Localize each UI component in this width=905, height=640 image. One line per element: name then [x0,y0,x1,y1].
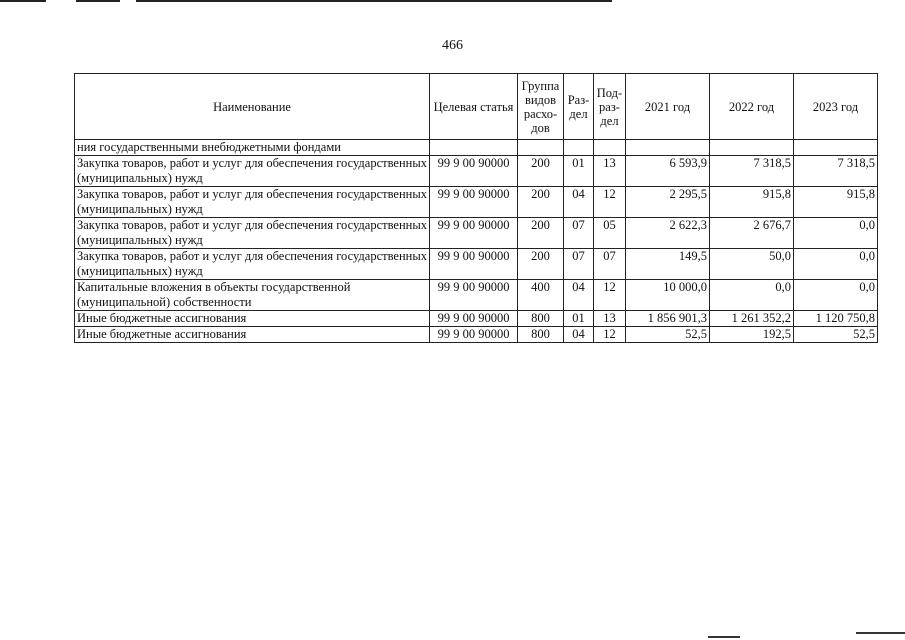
cell-subsection: 12 [594,327,626,343]
cell-name: Закупка товаров, работ и услуг для обеспечения государственных (муниципальных) нужд [75,249,430,280]
cell-2022: 2 676,7 [710,218,794,249]
scan-mark-bottom-right [856,632,905,634]
header-2021: 2021 год [626,74,710,140]
cell-2021: 1 856 901,3 [626,311,710,327]
cell-target: 99 9 00 90000 [430,280,518,311]
cell-2022: 192,5 [710,327,794,343]
cell-2023: 915,8 [794,187,878,218]
cell-name: Иные бюджетные ассигнования [75,311,430,327]
table-row [75,140,878,156]
cell-2023: 52,5 [794,327,878,343]
table-row [75,156,878,187]
cell-2021 [626,140,710,156]
header-section: Раз-дел [564,74,594,140]
cell-section: 04 [564,280,594,311]
cell-name: Капитальные вложения в объекты государственной (муниципальной) собственности [75,280,430,311]
cell-target: 99 9 00 90000 [430,249,518,280]
cell-target: 99 9 00 90000 [430,187,518,218]
header-target: Целевая статья [430,74,518,140]
cell-group: 200 [518,187,564,218]
cell-group: 400 [518,280,564,311]
cell-section: 04 [564,187,594,218]
cell-subsection: 12 [594,187,626,218]
header-2023: 2023 год [794,74,878,140]
table-row [75,218,878,249]
cell-2023 [794,140,878,156]
table-row [75,280,878,311]
cell-subsection: 05 [594,218,626,249]
cell-group: 200 [518,218,564,249]
page-number: 466 [442,38,463,53]
cell-2023: 0,0 [794,280,878,311]
table-header-row [75,74,878,140]
cell-section: 01 [564,311,594,327]
cell-section: 07 [564,218,594,249]
header-name: Наименование [75,74,430,140]
cell-group: 200 [518,249,564,280]
table-row [75,327,878,343]
cell-name: ния государственными внебюджетными фондами [75,140,430,156]
header-2022: 2022 год [710,74,794,140]
cell-2023: 7 318,5 [794,156,878,187]
table-row [75,187,878,218]
cell-2022: 50,0 [710,249,794,280]
header-subsection: Под-раз-дел [594,74,626,140]
cell-2022: 915,8 [710,187,794,218]
cell-target: 99 9 00 90000 [430,327,518,343]
cell-section: 07 [564,249,594,280]
cell-2021: 52,5 [626,327,710,343]
table-row [75,249,878,280]
cell-2023: 0,0 [794,218,878,249]
cell-2021: 10 000,0 [626,280,710,311]
cell-target: 99 9 00 90000 [430,311,518,327]
cell-2022 [710,140,794,156]
cell-2023: 1 120 750,8 [794,311,878,327]
cell-target [430,140,518,156]
cell-section: 01 [564,156,594,187]
scan-mark-bottom [708,636,740,638]
cell-2021: 149,5 [626,249,710,280]
cell-name: Закупка товаров, работ и услуг для обеспечения государственных (муниципальных) нужд [75,218,430,249]
cell-2022: 7 318,5 [710,156,794,187]
cell-name: Закупка товаров, работ и услуг для обеспечения государственных (муниципальных) нужд [75,156,430,187]
cell-2021: 2 295,5 [626,187,710,218]
cell-group: 800 [518,327,564,343]
cell-group: 800 [518,311,564,327]
cell-subsection [594,140,626,156]
table-row [75,311,878,327]
header-group: Группа видов расхо-дов [518,74,564,140]
cell-target: 99 9 00 90000 [430,218,518,249]
cell-subsection: 12 [594,280,626,311]
cell-subsection: 13 [594,311,626,327]
cell-name: Закупка товаров, работ и услуг для обеспечения государственных (муниципальных) нужд [75,187,430,218]
cell-group [518,140,564,156]
cell-section [564,140,594,156]
cell-2022: 0,0 [710,280,794,311]
budget-table [74,73,878,343]
cell-2023: 0,0 [794,249,878,280]
cell-2021: 6 593,9 [626,156,710,187]
cell-section: 04 [564,327,594,343]
cell-target: 99 9 00 90000 [430,156,518,187]
cell-2021: 2 622,3 [626,218,710,249]
cell-subsection: 13 [594,156,626,187]
cell-subsection: 07 [594,249,626,280]
cell-2022: 1 261 352,2 [710,311,794,327]
cell-group: 200 [518,156,564,187]
cell-name: Иные бюджетные ассигнования [75,327,430,343]
scan-edge-top [0,0,612,2]
